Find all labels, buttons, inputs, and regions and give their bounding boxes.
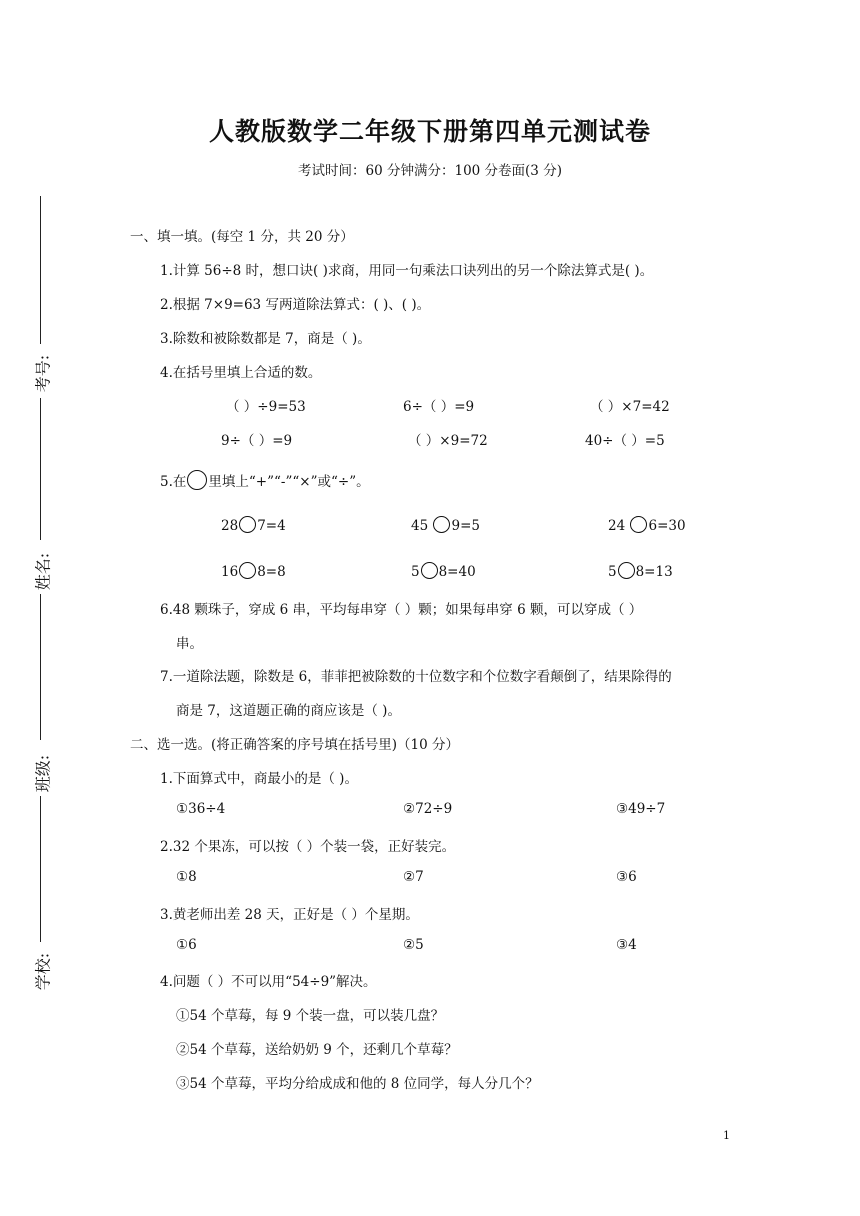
- option: ③6: [616, 869, 637, 885]
- option: ①6: [176, 937, 197, 953]
- fill-item: （ ）×9=72: [408, 433, 488, 449]
- question: 4.在括号里填上合适的数。: [160, 365, 322, 381]
- fill-item: 40÷（ ）=5: [585, 433, 665, 449]
- question: 2.根据 7×9=63 写两道除法算式：( )、( )。: [160, 297, 431, 313]
- q5-prefix: 5.在: [160, 474, 187, 490]
- option: ②54 个草莓，送给奶奶 9 个，还剩几个草莓？: [176, 1042, 458, 1058]
- binding-line: [40, 196, 41, 344]
- binding-line: [40, 398, 41, 540]
- question: 3.黄老师出差 28 天，正好是（ ）个星期。: [160, 907, 419, 923]
- operator-item: 28 7=4: [221, 518, 286, 534]
- option: ③4: [616, 937, 637, 953]
- fill-item: 6÷（ ）=9: [403, 399, 475, 415]
- option: ②7: [403, 869, 424, 885]
- binding-line: [40, 594, 41, 740]
- question: [160, 470, 370, 490]
- option: ①36÷4: [176, 801, 226, 817]
- question: 2.32 个果冻，可以按（ ）个装一袋，正好装完。: [160, 839, 456, 855]
- operator-item: 24 6=30: [608, 518, 686, 534]
- operator-item: 45 9=5: [411, 518, 480, 534]
- question: 7.一道除法题，除数是 6，菲菲把被除数的十位数字和个位数字看颠倒了，结果除得的: [160, 669, 672, 685]
- page-number: 1: [723, 1129, 730, 1142]
- option: ①54 个草莓，每 9 个装一盘，可以装几盘？: [176, 1008, 445, 1024]
- question: 3.除数和被除数都是 7，商是（ )。: [160, 331, 371, 347]
- circle-icon: [421, 562, 438, 579]
- operator-item: 16 8=8: [221, 564, 286, 580]
- fill-item: （ ）×7=42: [590, 399, 670, 415]
- option: ②5: [403, 937, 424, 953]
- question: 1.计算 56÷8 时，想口诀( )求商，用同一句乘法口诀列出的另一个除法算式是( )。: [160, 263, 654, 279]
- question-continued: 串。: [176, 636, 203, 652]
- option: ②72÷9: [403, 801, 453, 817]
- option: ③49÷7: [616, 801, 666, 817]
- fill-item: 9÷（ ）=9: [221, 433, 293, 449]
- q5-suffix: 里填上“+”“-”“×”或“÷”。: [208, 474, 370, 490]
- fill-item: （ ）÷9=53: [226, 399, 306, 415]
- question-continued: 商是 7，这道题正确的商应该是（ )。: [176, 703, 401, 719]
- circle-icon: [239, 516, 256, 533]
- school-label: 学校:: [33, 952, 53, 991]
- question: 1.下面算式中，商最小的是（ )。: [160, 771, 358, 787]
- exam-number-label: 考号:: [33, 354, 53, 393]
- class-label: 班级:: [33, 754, 53, 793]
- binding-line: [40, 796, 41, 942]
- question: 6.48 颗珠子，穿成 6 串，平均每串穿（ ）颗；如果每串穿 6 颗，可以穿成（ ）: [160, 602, 643, 618]
- option: ③54 个草莓，平均分给成成和他的 8 位同学，每人分几个？: [176, 1076, 539, 1092]
- section-heading: 一、填一填。(每空 1 分，共 20 分）: [130, 229, 354, 245]
- section-heading: 二、选一选。(将正确答案的序号填在括号里)（10 分）: [130, 737, 460, 753]
- operator-item: 5 8=13: [608, 564, 673, 580]
- name-label: 姓名:: [33, 552, 53, 591]
- question: 4.问题（ ）不可以用“54÷9”解决。: [160, 974, 377, 990]
- circle-icon: [618, 562, 635, 579]
- exam-info: 考试时间：60 分钟满分：100 分卷面(3 分): [298, 163, 562, 179]
- circle-icon: [433, 516, 450, 533]
- operator-item: 5 8=40: [411, 564, 476, 580]
- circle-icon: [239, 562, 256, 579]
- page-title: 人教版数学二年级下册第四单元测试卷: [208, 117, 651, 146]
- circle-icon: [187, 470, 207, 490]
- circle-icon: [630, 516, 647, 533]
- option: ①8: [176, 869, 197, 885]
